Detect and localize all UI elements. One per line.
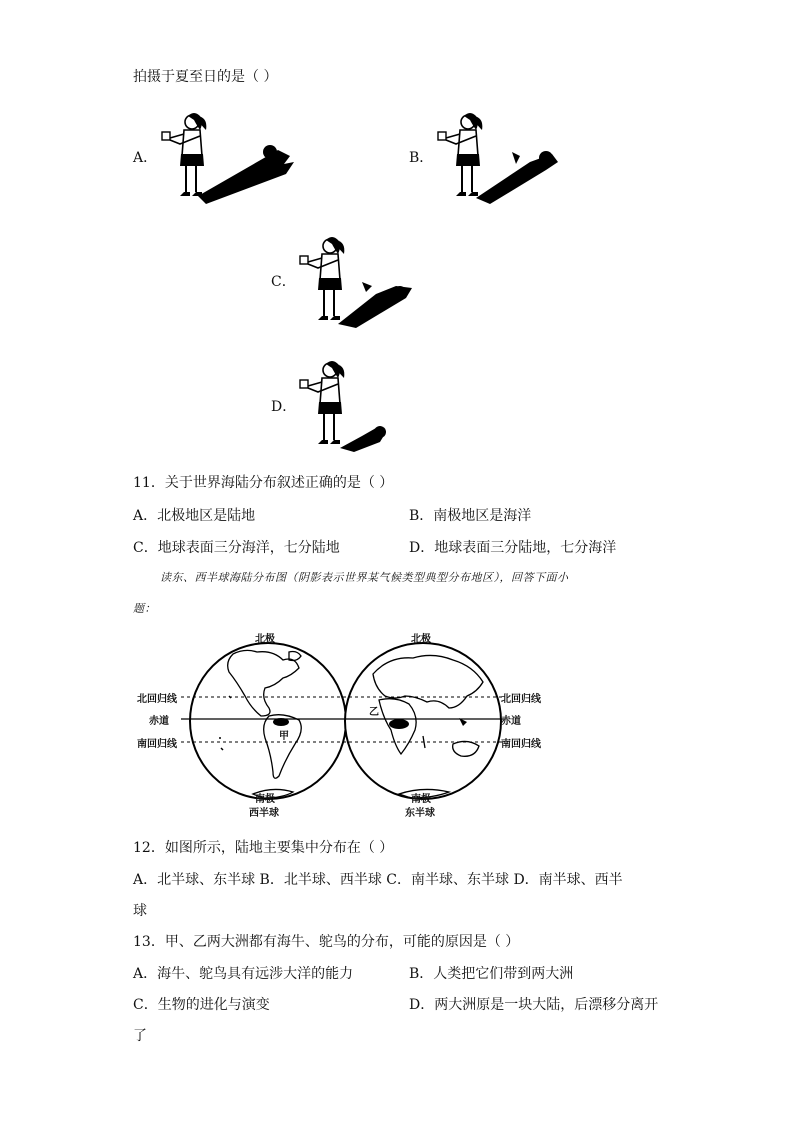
q13-option-a[interactable]: A．海牛、鸵鸟具有远涉大洋的能力 — [133, 966, 354, 982]
q13-option-b[interactable]: B．人类把它们带到两大洲 — [409, 966, 574, 982]
map-intro-line1: 读东、西半球海陆分布图（阴影表示世界某气候类型典型分布地区），回答下面小 — [160, 571, 569, 584]
west-equator-label: 赤道 — [149, 716, 169, 727]
q13-option-c[interactable]: C．生物的进化与演变 — [133, 997, 270, 1013]
east-south-pole-label: 南极 — [411, 794, 431, 805]
q11-option-d[interactable]: D．地球表面三分陆地，七分海洋 — [409, 540, 617, 556]
q10-option-d-figure[interactable] — [296, 352, 436, 460]
q11-option-b[interactable]: B．南极地区是海洋 — [409, 508, 532, 524]
q10-option-c-figure[interactable] — [296, 228, 436, 336]
q11-stem: 11．关于世界海陆分布叙述正确的是（ ） — [133, 475, 394, 491]
west-hemisphere-label: 西半球 — [249, 808, 279, 819]
q10-option-c-label: C． — [271, 274, 296, 290]
hemisphere-map — [133, 626, 563, 826]
q12-stem: 12．如图所示，陆地主要集中分布在（ ） — [133, 840, 394, 856]
eastern-hemisphere-circle — [345, 643, 501, 799]
east-north-pole-label: 北极 — [411, 634, 431, 645]
q13-option-d-continuation: 了 — [133, 1028, 147, 1044]
west-tropic-cancer-label: 北回归线 — [137, 694, 177, 705]
east-mark-yi: 乙 — [369, 707, 379, 718]
q11-option-a[interactable]: A．北极地区是陆地 — [133, 508, 256, 524]
q12-options-continuation: 球 — [133, 903, 147, 919]
q10-stem: 拍摄于夏至日的是（ ） — [133, 69, 278, 85]
q10-option-d-label: D． — [271, 399, 297, 415]
q10-option-a-figure[interactable] — [158, 104, 298, 208]
q10-option-a-label: A． — [133, 150, 158, 166]
q10-option-b-label: B． — [409, 150, 434, 166]
west-south-pole-label: 南极 — [255, 794, 275, 805]
west-mark-jia: 甲 — [279, 731, 289, 742]
q10-option-b-figure[interactable] — [434, 104, 574, 208]
east-tropic-cancer-label: 北回归线 — [501, 694, 541, 705]
west-north-pole-label: 北极 — [255, 634, 275, 645]
western-hemisphere-circle — [190, 643, 346, 799]
q13-option-d[interactable]: D．两大洲原是一块大陆，后漂移分离开 — [409, 997, 659, 1013]
east-tropic-capricorn-label: 南回归线 — [501, 739, 541, 750]
east-hemisphere-label: 东半球 — [405, 808, 435, 819]
west-tropic-capricorn-label: 南回归线 — [137, 739, 177, 750]
q13-stem: 13．甲、乙两大洲都有海牛、鸵鸟的分布，可能的原因是（ ） — [133, 934, 520, 950]
q11-option-c[interactable]: C．地球表面三分海洋，七分陆地 — [133, 540, 340, 556]
q12-options[interactable]: A．北半球、东半球 B．北半球、西半球 C．南半球、东半球 D．南半球、西半 — [133, 872, 623, 888]
map-intro-line2: 题： — [133, 602, 156, 615]
eastern-shaded-region — [389, 719, 409, 729]
western-shaded-region — [273, 718, 289, 726]
east-equator-label: 赤道 — [501, 716, 521, 727]
